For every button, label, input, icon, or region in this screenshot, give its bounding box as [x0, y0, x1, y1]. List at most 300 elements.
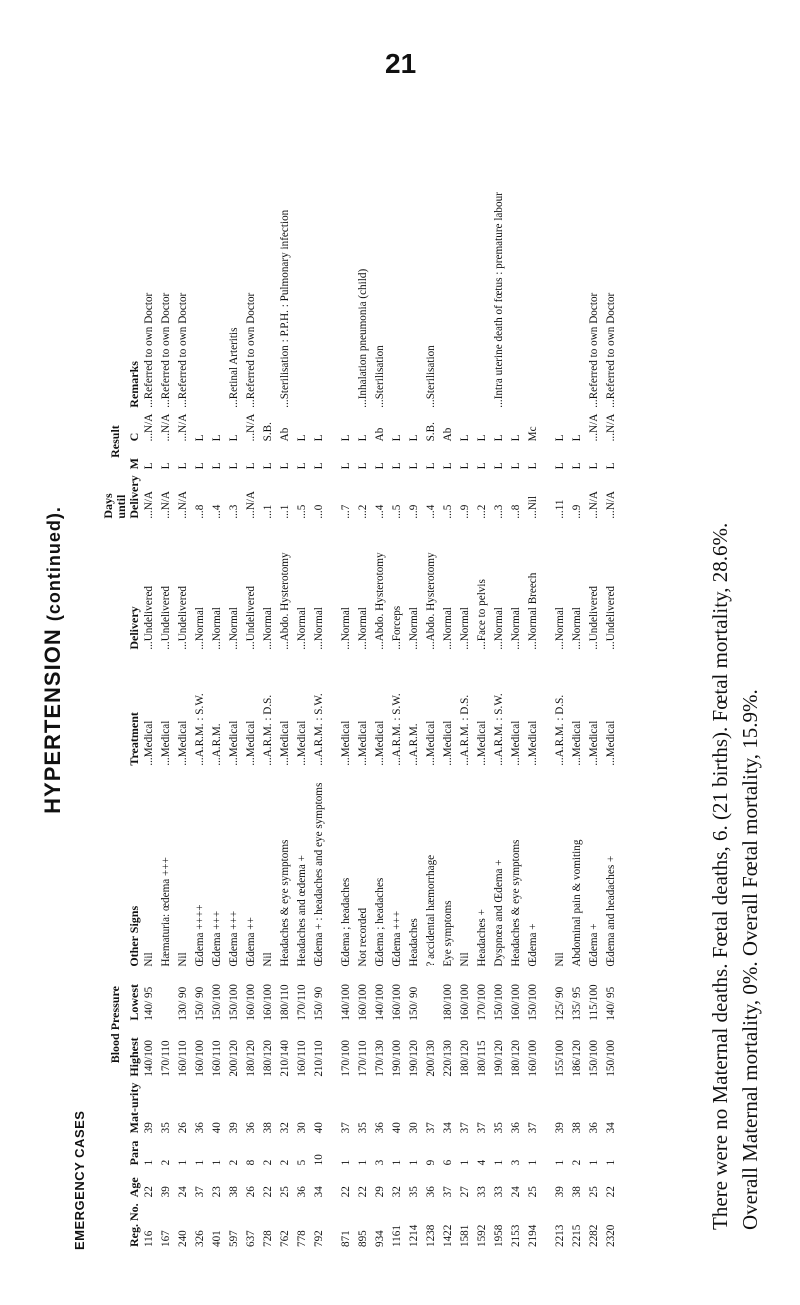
cell-other-signs: Œdema ; headaches — [374, 877, 386, 967]
cell-bp-highest: 140/100 — [143, 1040, 155, 1077]
footer-overall-mortality: Overall Maternal mortality, 0%. Overall Fœtal mortality, 15.9%. — [738, 689, 762, 1230]
cell-result-m: L — [459, 462, 471, 470]
cell-days: ...N/A — [245, 491, 257, 519]
cell-maturity: 36 — [510, 1122, 522, 1134]
cell-age: 22 — [605, 1186, 617, 1198]
col-bp-lowest: Lowest — [127, 984, 141, 1021]
cell-para: 2 — [571, 1159, 583, 1166]
cell-delivery: ...Normal — [211, 607, 223, 650]
cell-days: ...1 — [279, 504, 291, 519]
cell-bp-lowest: 140/100 — [340, 984, 352, 1021]
cell-days: ...N/A — [177, 491, 189, 519]
cell-bp-highest: 220/130 — [442, 1040, 454, 1077]
cell-bp-lowest: 130/ 90 — [177, 986, 189, 1021]
cell-treatment: ...Medical — [571, 720, 583, 766]
table-row — [175, 70, 192, 1250]
cell-bp-highest: 200/120 — [228, 1040, 240, 1077]
cell-bp-lowest: 115/100 — [588, 984, 600, 1021]
cell-reg-no: 1161 — [391, 1225, 403, 1247]
table-row — [569, 70, 586, 1250]
col-maturity: Mat-urity — [127, 1082, 141, 1134]
cell-age: 22 — [262, 1186, 274, 1198]
cell-maturity: 35 — [160, 1122, 172, 1134]
cell-para: 1 — [527, 1159, 539, 1166]
cell-result-m: L — [357, 462, 369, 470]
cell-remarks — [389, 70, 406, 411]
col-result-c: C — [127, 432, 141, 442]
cell-age: 29 — [374, 1186, 386, 1198]
cell-remarks: ...Sterilisation — [374, 345, 386, 408]
cell-delivery: ...Undelivered — [143, 585, 155, 650]
cell-para: 2 — [160, 1159, 172, 1166]
cell-para: 1 — [391, 1159, 403, 1166]
cell-result-m: L — [194, 462, 206, 470]
cell-other-signs: ? accidental hæmorrhage — [425, 854, 437, 967]
cell-para: 9 — [425, 1159, 437, 1166]
cell-delivery: ...Abdo. Hysterotomy — [279, 552, 291, 650]
cell-bp-lowest: 160/100 — [262, 984, 274, 1021]
cell-reg-no: 1422 — [442, 1224, 454, 1247]
cell-bp-lowest: 150/100 — [493, 984, 505, 1021]
cell-para: 2 — [279, 1159, 291, 1166]
cell-remarks: ...Inhalation pneumonia (child) — [357, 268, 369, 408]
table-row — [192, 70, 209, 1250]
col-delivery: Delivery — [127, 606, 141, 650]
cell-para: 4 — [476, 1159, 488, 1166]
col-result-m: M — [127, 458, 141, 470]
cell-bp-highest: 190/100 — [391, 1040, 403, 1077]
cell-age: 33 — [493, 1186, 505, 1198]
cell-treatment: ...A.R.M. : D.S. — [554, 694, 566, 766]
cell-para: 1 — [177, 1159, 189, 1166]
cell-days: ...5 — [296, 504, 308, 519]
cell-maturity: 37 — [527, 1122, 539, 1134]
cell-age: 38 — [228, 1186, 240, 1198]
cell-delivery: ...Normal — [296, 607, 308, 650]
cell-delivery: ...Abdo. Hysterotomy — [374, 552, 386, 650]
cell-result-c: S.B. — [262, 422, 274, 442]
cell-other-signs: Nil — [143, 952, 155, 967]
cell-other-signs: Headaches + — [476, 909, 488, 967]
cell-result-m: L — [374, 462, 386, 470]
cell-other-signs: Œdema ++ — [245, 917, 257, 967]
cell-age: 39 — [160, 1186, 172, 1198]
cell-other-signs: Œdema + : headaches and eye symptoms — [313, 782, 325, 967]
cell-maturity: 30 — [296, 1122, 308, 1134]
cell-other-signs: Headaches — [408, 918, 420, 967]
cell-para: 1 — [340, 1159, 352, 1166]
col-bp-highest: Highest — [127, 1037, 141, 1077]
cell-days: ...4 — [425, 504, 437, 519]
cell-delivery: ...Normal — [510, 607, 522, 650]
cell-para: 6 — [442, 1159, 454, 1166]
cell-treatment: ...A.R.M. : S.W. — [493, 693, 505, 766]
cell-result-c: L — [459, 434, 471, 442]
section-subheading: EMERGENCY CASES — [72, 1110, 87, 1250]
cell-treatment: ...A.R.M. — [211, 723, 223, 766]
cell-days: ...0 — [313, 504, 325, 519]
cell-reg-no: 934 — [374, 1230, 386, 1247]
cell-para: 1 — [588, 1159, 600, 1166]
cell-bp-highest: 170/110 — [160, 1040, 172, 1077]
cell-result-m: L — [391, 462, 403, 470]
cell-bp-lowest: 125/ 90 — [554, 986, 566, 1021]
cell-para: 1 — [554, 1159, 566, 1166]
cell-age: 27 — [459, 1186, 471, 1198]
cell-days: ...2 — [476, 504, 488, 519]
cell-treatment: ...Medical — [442, 720, 454, 766]
cell-days: ...9 — [459, 504, 471, 519]
cell-maturity: 37 — [340, 1122, 352, 1134]
cell-age: 25 — [279, 1186, 291, 1198]
cell-maturity: 36 — [374, 1122, 386, 1134]
cell-other-signs: Dyspnœa and Œdema + — [493, 859, 505, 967]
cell-treatment: ...Medical — [425, 720, 437, 766]
table-row — [158, 70, 175, 1250]
cell-days: ...9 — [571, 504, 583, 519]
cell-result-c: L — [408, 434, 420, 442]
cell-result-c: L — [340, 434, 352, 442]
cell-bp-highest: 170/110 — [357, 1040, 369, 1077]
cell-delivery: ...Undelivered — [588, 585, 600, 650]
table-row — [209, 70, 226, 1250]
cell-result-m: L — [571, 462, 583, 470]
cell-result-c: Mc — [527, 426, 539, 442]
cell-days: ...N/A — [588, 491, 600, 519]
cell-maturity: 39 — [228, 1122, 240, 1134]
col-days-until-delivery: Days until Delivery — [101, 475, 141, 519]
cell-result-c: ...N/A — [588, 413, 600, 442]
cell-reg-no: 2215 — [571, 1224, 583, 1247]
col-reg-no: Reg. No. — [127, 1203, 141, 1247]
table-row — [491, 70, 508, 1250]
cell-delivery: ...Normal — [554, 607, 566, 650]
cell-result-c: L — [391, 434, 403, 442]
cell-bp-highest: 160/110 — [177, 1040, 189, 1077]
cell-result-c: Ab — [442, 427, 454, 442]
cell-days: ...4 — [374, 504, 386, 519]
cell-age: 22 — [357, 1186, 369, 1198]
cell-result-c: ...N/A — [245, 413, 257, 442]
cell-result-c: ...N/A — [605, 413, 617, 442]
cell-reg-no: 1958 — [493, 1224, 505, 1247]
cell-delivery: ...Normal — [357, 607, 369, 650]
cell-maturity: 38 — [571, 1122, 583, 1134]
rotated-table-page — [40, 70, 760, 1250]
col-result: Result — [107, 425, 122, 458]
cell-result-m: L — [262, 462, 274, 470]
table-row — [552, 70, 569, 1250]
cell-delivery: ...Undelivered — [177, 585, 189, 650]
cell-reg-no: 167 — [160, 1230, 172, 1247]
cell-remarks — [525, 70, 542, 411]
cell-bp-lowest: 140/100 — [374, 984, 386, 1021]
heading-continued: (continued). — [44, 506, 64, 622]
cell-age: 32 — [391, 1186, 403, 1198]
table-row — [474, 70, 491, 1250]
cell-age: 33 — [476, 1186, 488, 1198]
cell-remarks: ...Referred to own Doctor — [245, 292, 257, 408]
cell-result-m: L — [296, 462, 308, 470]
cell-para: 1 — [493, 1159, 505, 1166]
cell-bp-highest: 160/110 — [296, 1040, 308, 1077]
table-row — [525, 70, 542, 1250]
cell-age: 23 — [211, 1186, 223, 1198]
cell-result-c: Ab — [279, 427, 291, 442]
cell-remarks — [406, 70, 423, 411]
cell-days: ...1 — [262, 504, 274, 519]
cell-result-m: L — [510, 462, 522, 470]
cell-treatment: ...Medical — [510, 720, 522, 766]
table-row — [603, 70, 620, 1250]
cell-maturity: 35 — [493, 1122, 505, 1134]
cell-bp-highest: 160/100 — [527, 1040, 539, 1077]
cell-bp-highest: 210/140 — [279, 1040, 291, 1077]
cell-days: ...3 — [228, 504, 240, 519]
emergency-cases-table — [102, 70, 620, 1250]
cell-para: 1 — [143, 1159, 155, 1166]
cell-result-m: L — [228, 462, 240, 470]
cell-bp-lowest: 160/100 — [357, 984, 369, 1021]
table-row — [277, 70, 294, 1250]
table-row — [243, 70, 260, 1250]
cell-age: 24 — [510, 1186, 522, 1198]
cell-remarks: ...Intra uterine death of fœtus : premature labour — [493, 192, 505, 408]
cell-bp-lowest: 150/100 — [228, 984, 240, 1021]
cell-age: 22 — [340, 1186, 352, 1198]
cell-result-m: L — [425, 462, 437, 470]
col-treatment: Treatment — [127, 712, 141, 766]
cell-reg-no: 1592 — [476, 1224, 488, 1247]
cell-result-m: L — [408, 462, 420, 470]
cell-treatment: ...Medical — [143, 720, 155, 766]
cell-days: ...9 — [408, 504, 420, 519]
cell-other-signs: Not recorded — [357, 907, 369, 967]
cell-para: 2 — [262, 1159, 274, 1166]
cell-reg-no: 1581 — [459, 1224, 471, 1247]
table-row — [260, 70, 277, 1250]
cell-result-m: L — [493, 462, 505, 470]
cell-bp-highest: 200/130 — [425, 1040, 437, 1077]
cell-bp-highest: 170/130 — [374, 1040, 386, 1077]
cell-delivery: ...Normal — [442, 607, 454, 650]
cell-bp-highest: 150/100 — [605, 1040, 617, 1077]
cell-delivery: ...Undelivered — [245, 585, 257, 650]
cell-other-signs: Œdema +++ — [228, 910, 240, 967]
cell-treatment: ...A.R.M. : S.W. — [313, 693, 325, 766]
cell-result-c: ...N/A — [143, 413, 155, 442]
table-row — [508, 70, 525, 1250]
cell-result-c: L — [228, 434, 240, 442]
cell-bp-highest: 190/120 — [493, 1040, 505, 1077]
cell-treatment: ...Medical — [357, 720, 369, 766]
cell-age: 36 — [296, 1186, 308, 1198]
cell-other-signs: Œdema +++ — [211, 910, 223, 967]
cell-result-c: ...N/A — [160, 413, 172, 442]
cell-para: 1 — [459, 1159, 471, 1166]
cell-bp-lowest: 160/100 — [391, 984, 403, 1021]
cell-result-c: L — [554, 434, 566, 442]
cell-para: 1 — [211, 1159, 223, 1166]
cell-result-m: L — [340, 462, 352, 470]
cell-remarks: ...Retinal Arteritis — [228, 327, 240, 408]
cell-days: ...N/A — [605, 491, 617, 519]
cell-reg-no: 2213 — [554, 1224, 566, 1247]
table-row — [372, 70, 389, 1250]
cell-treatment: ...Medical — [245, 720, 257, 766]
cell-remarks — [508, 70, 525, 411]
cell-treatment: ...A.R.M. : S.W. — [194, 693, 206, 766]
cell-result-c: L — [211, 434, 223, 442]
cell-other-signs: Nil — [459, 952, 471, 967]
cell-reg-no: 2320 — [605, 1224, 617, 1247]
cell-treatment: ...Medical — [476, 720, 488, 766]
cell-bp-highest: 180/120 — [245, 1040, 257, 1077]
cell-maturity: 36 — [194, 1122, 206, 1134]
cell-treatment: ...A.R.M. : D.S. — [459, 694, 471, 766]
cell-maturity: 37 — [459, 1122, 471, 1134]
cell-bp-lowest: 135/ 95 — [571, 986, 583, 1021]
cell-para: 3 — [510, 1159, 522, 1166]
cell-para: 2 — [228, 1159, 240, 1166]
cell-para: 1 — [357, 1159, 369, 1166]
table-row — [423, 70, 440, 1250]
cell-bp-lowest: 160/100 — [459, 984, 471, 1021]
cell-age: 25 — [588, 1186, 600, 1198]
cell-other-signs: Œdema and headaches + — [605, 855, 617, 967]
cell-delivery: ...Undelivered — [605, 585, 617, 650]
cell-other-signs: Hæmaturia: œdema +++ — [160, 857, 172, 967]
cell-bp-highest: 180/115 — [476, 1040, 488, 1077]
cell-bp-highest: 186/120 — [571, 1040, 583, 1077]
cell-result-c: L — [313, 434, 325, 442]
cell-remarks — [569, 70, 586, 411]
cell-days: ...N/A — [160, 491, 172, 519]
cell-result-c: L — [357, 434, 369, 442]
cell-remarks: ...Sterilisation : P.P.H. : Pulmonary infection — [279, 209, 291, 408]
cell-reg-no: 762 — [279, 1230, 291, 1247]
cell-age: 37 — [442, 1186, 454, 1198]
cell-bp-highest: 150/100 — [588, 1040, 600, 1077]
cell-treatment: ...Medical — [605, 720, 617, 766]
cell-reg-no: 2153 — [510, 1224, 522, 1247]
cell-bp-lowest: 150/100 — [527, 984, 539, 1021]
cell-reg-no: 1238 — [425, 1224, 437, 1247]
col-other-signs: Other Signs — [127, 905, 141, 967]
cell-maturity: 37 — [425, 1122, 437, 1134]
table-row — [457, 70, 474, 1250]
cell-bp-highest: 160/110 — [211, 1040, 223, 1077]
cell-remarks — [338, 70, 355, 411]
cell-bp-lowest: 150/ 90 — [194, 986, 206, 1021]
cell-reg-no: 2194 — [527, 1224, 539, 1247]
cell-remarks — [192, 70, 209, 411]
cell-reg-no: 2282 — [588, 1224, 600, 1247]
cell-bp-highest: 180/120 — [510, 1040, 522, 1077]
cell-delivery: ...Normal — [493, 607, 505, 650]
cell-result-c: L — [296, 434, 308, 442]
group-spacer — [542, 70, 552, 1250]
cell-days: ...Nil — [527, 495, 539, 519]
cell-bp-lowest — [158, 970, 175, 1024]
table-body — [141, 70, 620, 1250]
cell-remarks — [440, 70, 457, 411]
cell-bp-highest: 160/100 — [194, 1040, 206, 1077]
cell-result-c: L — [476, 434, 488, 442]
cell-treatment: ...Medical — [228, 720, 240, 766]
cell-bp-lowest: 170/100 — [476, 984, 488, 1021]
cell-result-m: L — [476, 462, 488, 470]
heading-title: HYPERTENSION — [40, 628, 65, 814]
cell-remarks — [311, 70, 328, 411]
cell-remarks: ...Referred to own Doctor — [605, 292, 617, 408]
cell-remarks: ...Referred to own Doctor — [588, 292, 600, 408]
cell-days: ...2 — [357, 504, 369, 519]
cell-remarks: ...Sterilisation — [425, 345, 437, 408]
cell-other-signs: Nil — [177, 952, 189, 967]
cell-delivery: ...Normal — [262, 607, 274, 650]
cell-remarks — [260, 70, 277, 411]
cell-days: ...5 — [391, 504, 403, 519]
cell-treatment: ...A.R.M. : D.S. — [262, 694, 274, 766]
cell-maturity: 38 — [262, 1122, 274, 1134]
cell-maturity: 40 — [211, 1122, 223, 1134]
cell-treatment: ...Medical — [340, 720, 352, 766]
page-number: 21 — [385, 48, 417, 79]
cell-reg-no: 240 — [177, 1230, 189, 1247]
cell-maturity: 39 — [554, 1122, 566, 1134]
cell-reg-no: 326 — [194, 1230, 206, 1247]
table-row — [311, 70, 328, 1250]
table-row — [338, 70, 355, 1250]
cell-age: 34 — [313, 1186, 325, 1198]
cell-treatment: ...Medical — [177, 720, 189, 766]
cell-other-signs: Œdema +++ — [391, 910, 403, 967]
cell-bp-highest: 210/110 — [313, 1040, 325, 1077]
cell-maturity: 37 — [476, 1122, 488, 1134]
cell-para: 10 — [313, 1154, 325, 1166]
cell-other-signs: Eye symptoms — [442, 900, 454, 967]
cell-maturity: 39 — [143, 1122, 155, 1134]
cell-remarks — [294, 70, 311, 411]
cell-days: ...N/A — [143, 491, 155, 519]
cell-other-signs: Headaches & eye symptoms — [279, 839, 291, 967]
cell-reg-no: 895 — [357, 1230, 369, 1247]
cell-reg-no: 792 — [313, 1230, 325, 1247]
cell-reg-no: 597 — [228, 1230, 240, 1247]
cell-delivery: ...Normal — [571, 607, 583, 650]
cell-result-m: L — [554, 462, 566, 470]
cell-treatment: ...A.R.M. — [408, 723, 420, 766]
cell-result-m: L — [143, 462, 155, 470]
cell-maturity: 36 — [588, 1122, 600, 1134]
footer-fetal-deaths: There were no Maternal deaths. Fœtal deaths, 6. (21 births). Fœtal mortality, 28.6%. — [708, 522, 732, 1230]
table-row — [294, 70, 311, 1250]
cell-age: 35 — [408, 1186, 420, 1198]
cell-days: ...7 — [340, 504, 352, 519]
cell-result-m: L — [442, 462, 454, 470]
cell-result-m: L — [211, 462, 223, 470]
cell-treatment: ...Medical — [588, 720, 600, 766]
cell-age: 25 — [527, 1186, 539, 1198]
cell-delivery: ...Normal — [228, 607, 240, 650]
cell-bp-highest: 190/120 — [408, 1040, 420, 1077]
table-row — [586, 70, 603, 1250]
cell-bp-lowest: 150/100 — [211, 984, 223, 1021]
cell-bp-lowest: 160/100 — [245, 984, 257, 1021]
cell-remarks — [209, 70, 226, 411]
page-heading — [40, 70, 66, 1250]
